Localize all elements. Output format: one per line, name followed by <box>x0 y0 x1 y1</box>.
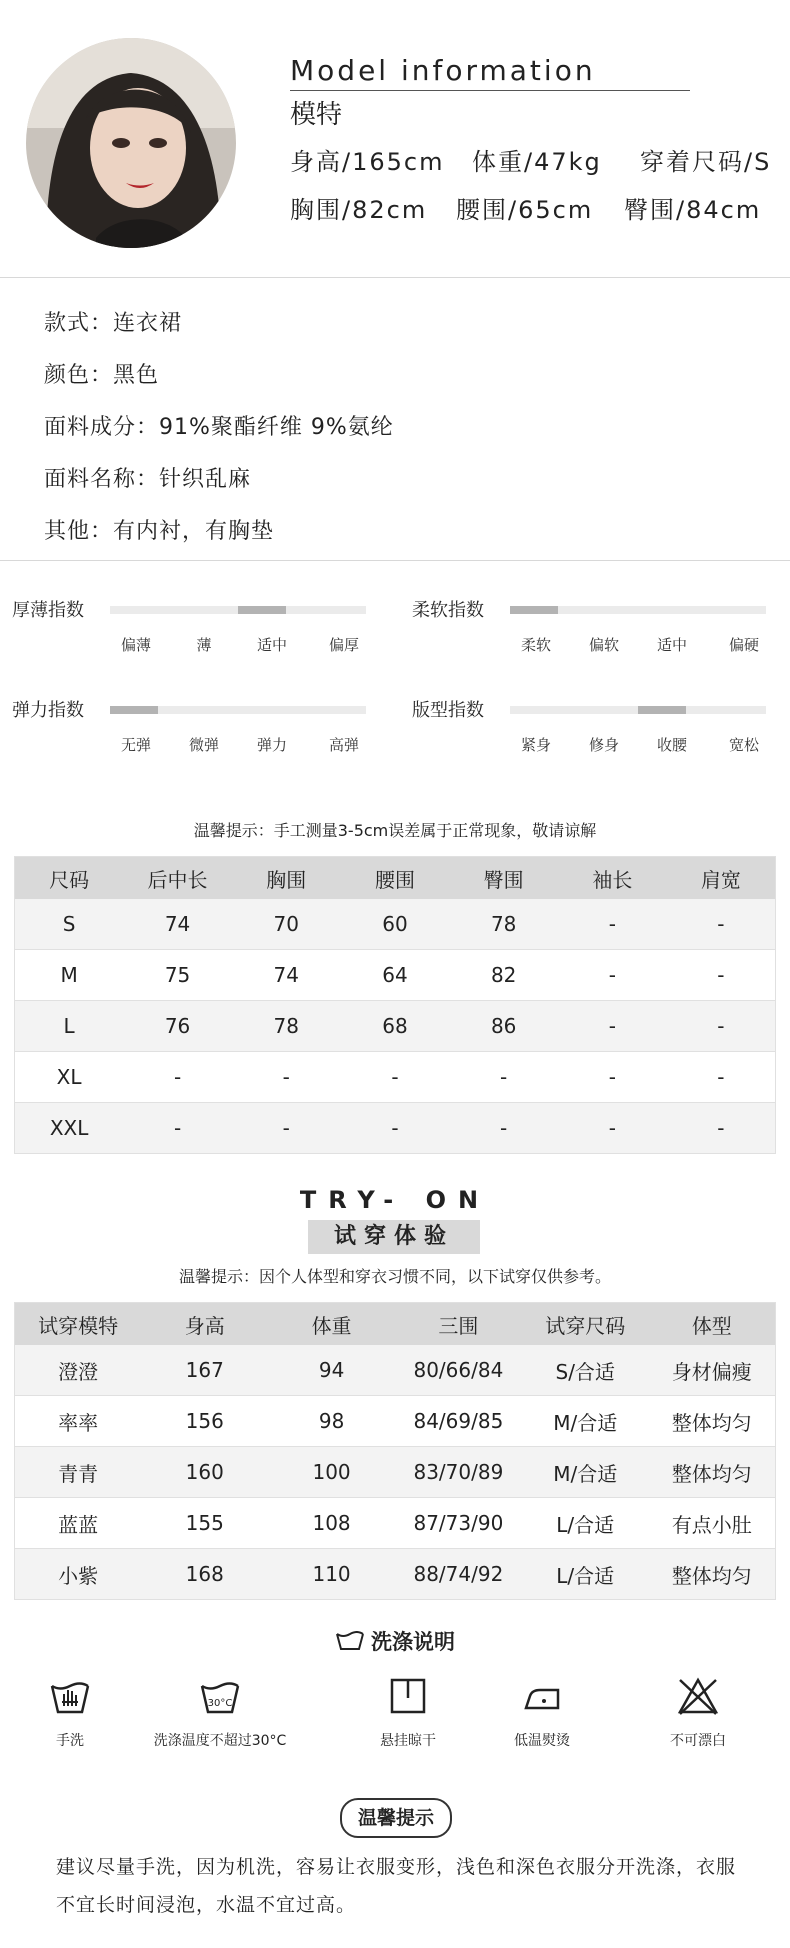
tip-text: 建议尽量手洗，因为机洗，容易让衣服变形，浅色和深色衣服分开洗涤，衣服不宜长时间浸泡，水温不宜过高。 <box>56 1856 737 1916</box>
table-cell: 94 <box>268 1345 395 1396</box>
model-hip: 臀围/84cm <box>624 196 762 224</box>
index-option: 偏厚 <box>328 636 359 654</box>
table-cell: - <box>232 1052 341 1103</box>
table-cell: - <box>341 1103 450 1154</box>
table-cell: - <box>558 1052 667 1103</box>
section-divider <box>0 560 790 561</box>
table-cell: L/合适 <box>522 1549 649 1600</box>
table-cell: 156 <box>141 1396 268 1447</box>
table-cell: 76 <box>123 1001 232 1052</box>
table-cell: - <box>123 1052 232 1103</box>
table-header-cell: 肩宽 <box>667 857 776 900</box>
table-cell: 168 <box>141 1549 268 1600</box>
table-header-cell: 胸围 <box>232 857 341 900</box>
index-option: 收腰 <box>656 736 687 754</box>
table-cell: 110 <box>268 1549 395 1600</box>
table-cell: 整体均匀 <box>649 1549 776 1600</box>
table-header-cell: 三围 <box>395 1303 522 1346</box>
table-cell: 整体均匀 <box>649 1447 776 1498</box>
model-size: 穿着尺码/S <box>640 148 772 176</box>
iron-low-icon <box>520 1676 564 1716</box>
table-cell: 82 <box>449 950 558 1001</box>
table-cell: 100 <box>268 1447 395 1498</box>
table-cell: - <box>449 1052 558 1103</box>
tryon-title-cn: 试穿体验 <box>308 1220 480 1254</box>
hand-wash-icon <box>48 1676 92 1716</box>
table-cell: - <box>123 1103 232 1154</box>
table-header-cell: 体重 <box>268 1303 395 1346</box>
wash-30-text: 30°C <box>207 1698 233 1709</box>
index-option: 宽松 <box>728 736 759 754</box>
wash-30-icon <box>198 1676 242 1716</box>
index-option: 高弹 <box>328 736 359 754</box>
table-cell: XXL <box>15 1103 124 1154</box>
table-cell: - <box>667 950 776 1001</box>
table-cell: 75 <box>123 950 232 1001</box>
index-label: 柔软指数 <box>412 600 484 621</box>
model-avatar <box>26 38 236 248</box>
table-cell: 108 <box>268 1498 395 1549</box>
product-fabric-composition: 面料成分：91%聚酯纤维 9%氨纶 <box>44 415 394 440</box>
tryon-title-en: TRY- ON <box>299 1186 491 1214</box>
wash-item-no-bleach <box>598 1676 790 1750</box>
index-option: 无弹 <box>120 736 151 754</box>
tip-badge: 温馨提示 <box>340 1798 452 1838</box>
table-cell: L/合适 <box>522 1498 649 1549</box>
table-cell: L <box>15 1001 124 1052</box>
index-option: 适中 <box>656 636 687 654</box>
index-option: 微弹 <box>188 736 219 754</box>
model-weight: 体重/47kg <box>472 148 602 176</box>
wash-label: 洗涤温度不超过30°C <box>153 1733 287 1749</box>
table-cell: 155 <box>141 1498 268 1549</box>
index-option: 弹力 <box>256 736 287 754</box>
table-cell: XL <box>15 1052 124 1103</box>
wash-item-30 <box>120 1676 320 1750</box>
table-cell: 88/74/92 <box>395 1549 522 1600</box>
index-option: 偏硬 <box>728 636 759 654</box>
table-header-cell: 体型 <box>649 1303 776 1346</box>
product-color: 颜色：黑色 <box>44 363 160 388</box>
table-cell: S <box>15 899 124 950</box>
index-selected-marker <box>238 606 286 614</box>
index-track <box>510 606 766 614</box>
table-cell: - <box>667 1103 776 1154</box>
table-row <box>15 1103 776 1154</box>
table-header-cell: 试穿模特 <box>15 1303 142 1346</box>
wash-label: 悬挂晾干 <box>380 1733 436 1749</box>
table-cell: - <box>667 899 776 950</box>
index-option: 薄 <box>196 636 212 654</box>
table-cell: 澄澄 <box>15 1345 142 1396</box>
model-bust: 胸围/82cm <box>290 196 428 224</box>
product-other: 其他：有内衬，有胸垫 <box>44 519 275 544</box>
table-header-cell: 身高 <box>141 1303 268 1346</box>
table-cell: - <box>558 1001 667 1052</box>
index-track <box>110 606 366 614</box>
table-cell: S/合适 <box>522 1345 649 1396</box>
index-label: 弹力指数 <box>12 700 84 721</box>
table-row <box>15 1498 776 1549</box>
table-cell: 98 <box>268 1396 395 1447</box>
table-cell: - <box>558 1103 667 1154</box>
table-row <box>15 1549 776 1600</box>
index-option: 紧身 <box>520 736 551 754</box>
index-track <box>110 706 366 714</box>
model-waist: 腰围/65cm <box>456 196 594 224</box>
index-option: 偏薄 <box>120 636 151 654</box>
index-option: 修身 <box>588 736 619 754</box>
table-cell: - <box>232 1103 341 1154</box>
wash-title-text: 洗涤说明 <box>371 1630 455 1654</box>
index-option: 偏软 <box>588 636 619 654</box>
table-cell: - <box>558 950 667 1001</box>
table-cell: M/合适 <box>522 1396 649 1447</box>
product-style: 款式：连衣裙 <box>44 311 183 336</box>
table-header-cell: 袖长 <box>558 857 667 900</box>
table-row <box>15 1396 776 1447</box>
table-cell: 整体均匀 <box>649 1396 776 1447</box>
no-bleach-icon <box>676 1676 720 1716</box>
table-header-cell: 后中长 <box>123 857 232 900</box>
table-cell: 有点小肚 <box>649 1498 776 1549</box>
table-cell: 78 <box>232 1001 341 1052</box>
index-option: 适中 <box>256 636 287 654</box>
table-cell: - <box>449 1103 558 1154</box>
table-row <box>15 1052 776 1103</box>
table-cell: 74 <box>123 899 232 950</box>
model-title-underline <box>290 90 690 91</box>
tryon-note: 温馨提示：因个人体型和穿衣习惯不同，以下试穿仅供参考。 <box>178 1267 611 1286</box>
wash-label: 不可漂白 <box>670 1733 726 1749</box>
table-cell: 167 <box>141 1345 268 1396</box>
table-cell: 青青 <box>15 1447 142 1498</box>
table-cell: 70 <box>232 899 341 950</box>
table-cell: 74 <box>232 950 341 1001</box>
index-track <box>510 706 766 714</box>
table-cell: - <box>667 1001 776 1052</box>
index-label: 厚薄指数 <box>12 600 84 621</box>
model-subtitle: 模特 <box>290 100 343 130</box>
table-row <box>15 1447 776 1498</box>
table-cell: 160 <box>141 1447 268 1498</box>
table-header-cell: 臀围 <box>449 857 558 900</box>
table-cell: 68 <box>341 1001 450 1052</box>
table-cell: 蓝蓝 <box>15 1498 142 1549</box>
product-fabric-name: 面料名称：针织乱麻 <box>44 467 252 492</box>
table-row <box>15 950 776 1001</box>
table-cell: 64 <box>341 950 450 1001</box>
index-selected-marker <box>110 706 158 714</box>
table-cell: 身材偏瘦 <box>649 1345 776 1396</box>
table-cell: 60 <box>341 899 450 950</box>
table-row <box>15 1345 776 1396</box>
size-table-note: 温馨提示：手工测量3-5cm误差属于正常现象，敬请谅解 <box>193 821 597 840</box>
wash-basin-icon <box>335 1631 365 1651</box>
table-cell: 78 <box>449 899 558 950</box>
table-row <box>15 1001 776 1052</box>
table-header-cell: 腰围 <box>341 857 450 900</box>
table-cell: 83/70/89 <box>395 1447 522 1498</box>
index-label: 版型指数 <box>412 700 484 721</box>
section-divider <box>0 277 790 278</box>
table-cell: 84/69/85 <box>395 1396 522 1447</box>
tryon-table <box>14 1302 776 1600</box>
table-cell: - <box>667 1052 776 1103</box>
table-cell: 87/73/90 <box>395 1498 522 1549</box>
table-cell: M <box>15 950 124 1001</box>
model-height: 身高/165cm <box>290 148 445 176</box>
index-selected-marker <box>510 606 558 614</box>
table-cell: 86 <box>449 1001 558 1052</box>
wash-label: 低温熨烫 <box>514 1733 570 1749</box>
table-header-cell: 尺码 <box>15 857 124 900</box>
table-cell: M/合适 <box>522 1447 649 1498</box>
table-cell: - <box>341 1052 450 1103</box>
table-cell: 率率 <box>15 1396 142 1447</box>
table-cell: - <box>558 899 667 950</box>
table-header-cell: 试穿尺码 <box>522 1303 649 1346</box>
index-option: 柔软 <box>520 636 551 654</box>
wash-title <box>0 1626 790 1656</box>
model-info-title: Model information <box>290 54 596 87</box>
table-cell: 80/66/84 <box>395 1345 522 1396</box>
table-cell: 小紫 <box>15 1549 142 1600</box>
size-table <box>14 856 776 1154</box>
index-selected-marker <box>638 706 686 714</box>
table-row <box>15 899 776 950</box>
hang-dry-icon <box>388 1676 428 1716</box>
wash-label: 手洗 <box>56 1733 84 1749</box>
